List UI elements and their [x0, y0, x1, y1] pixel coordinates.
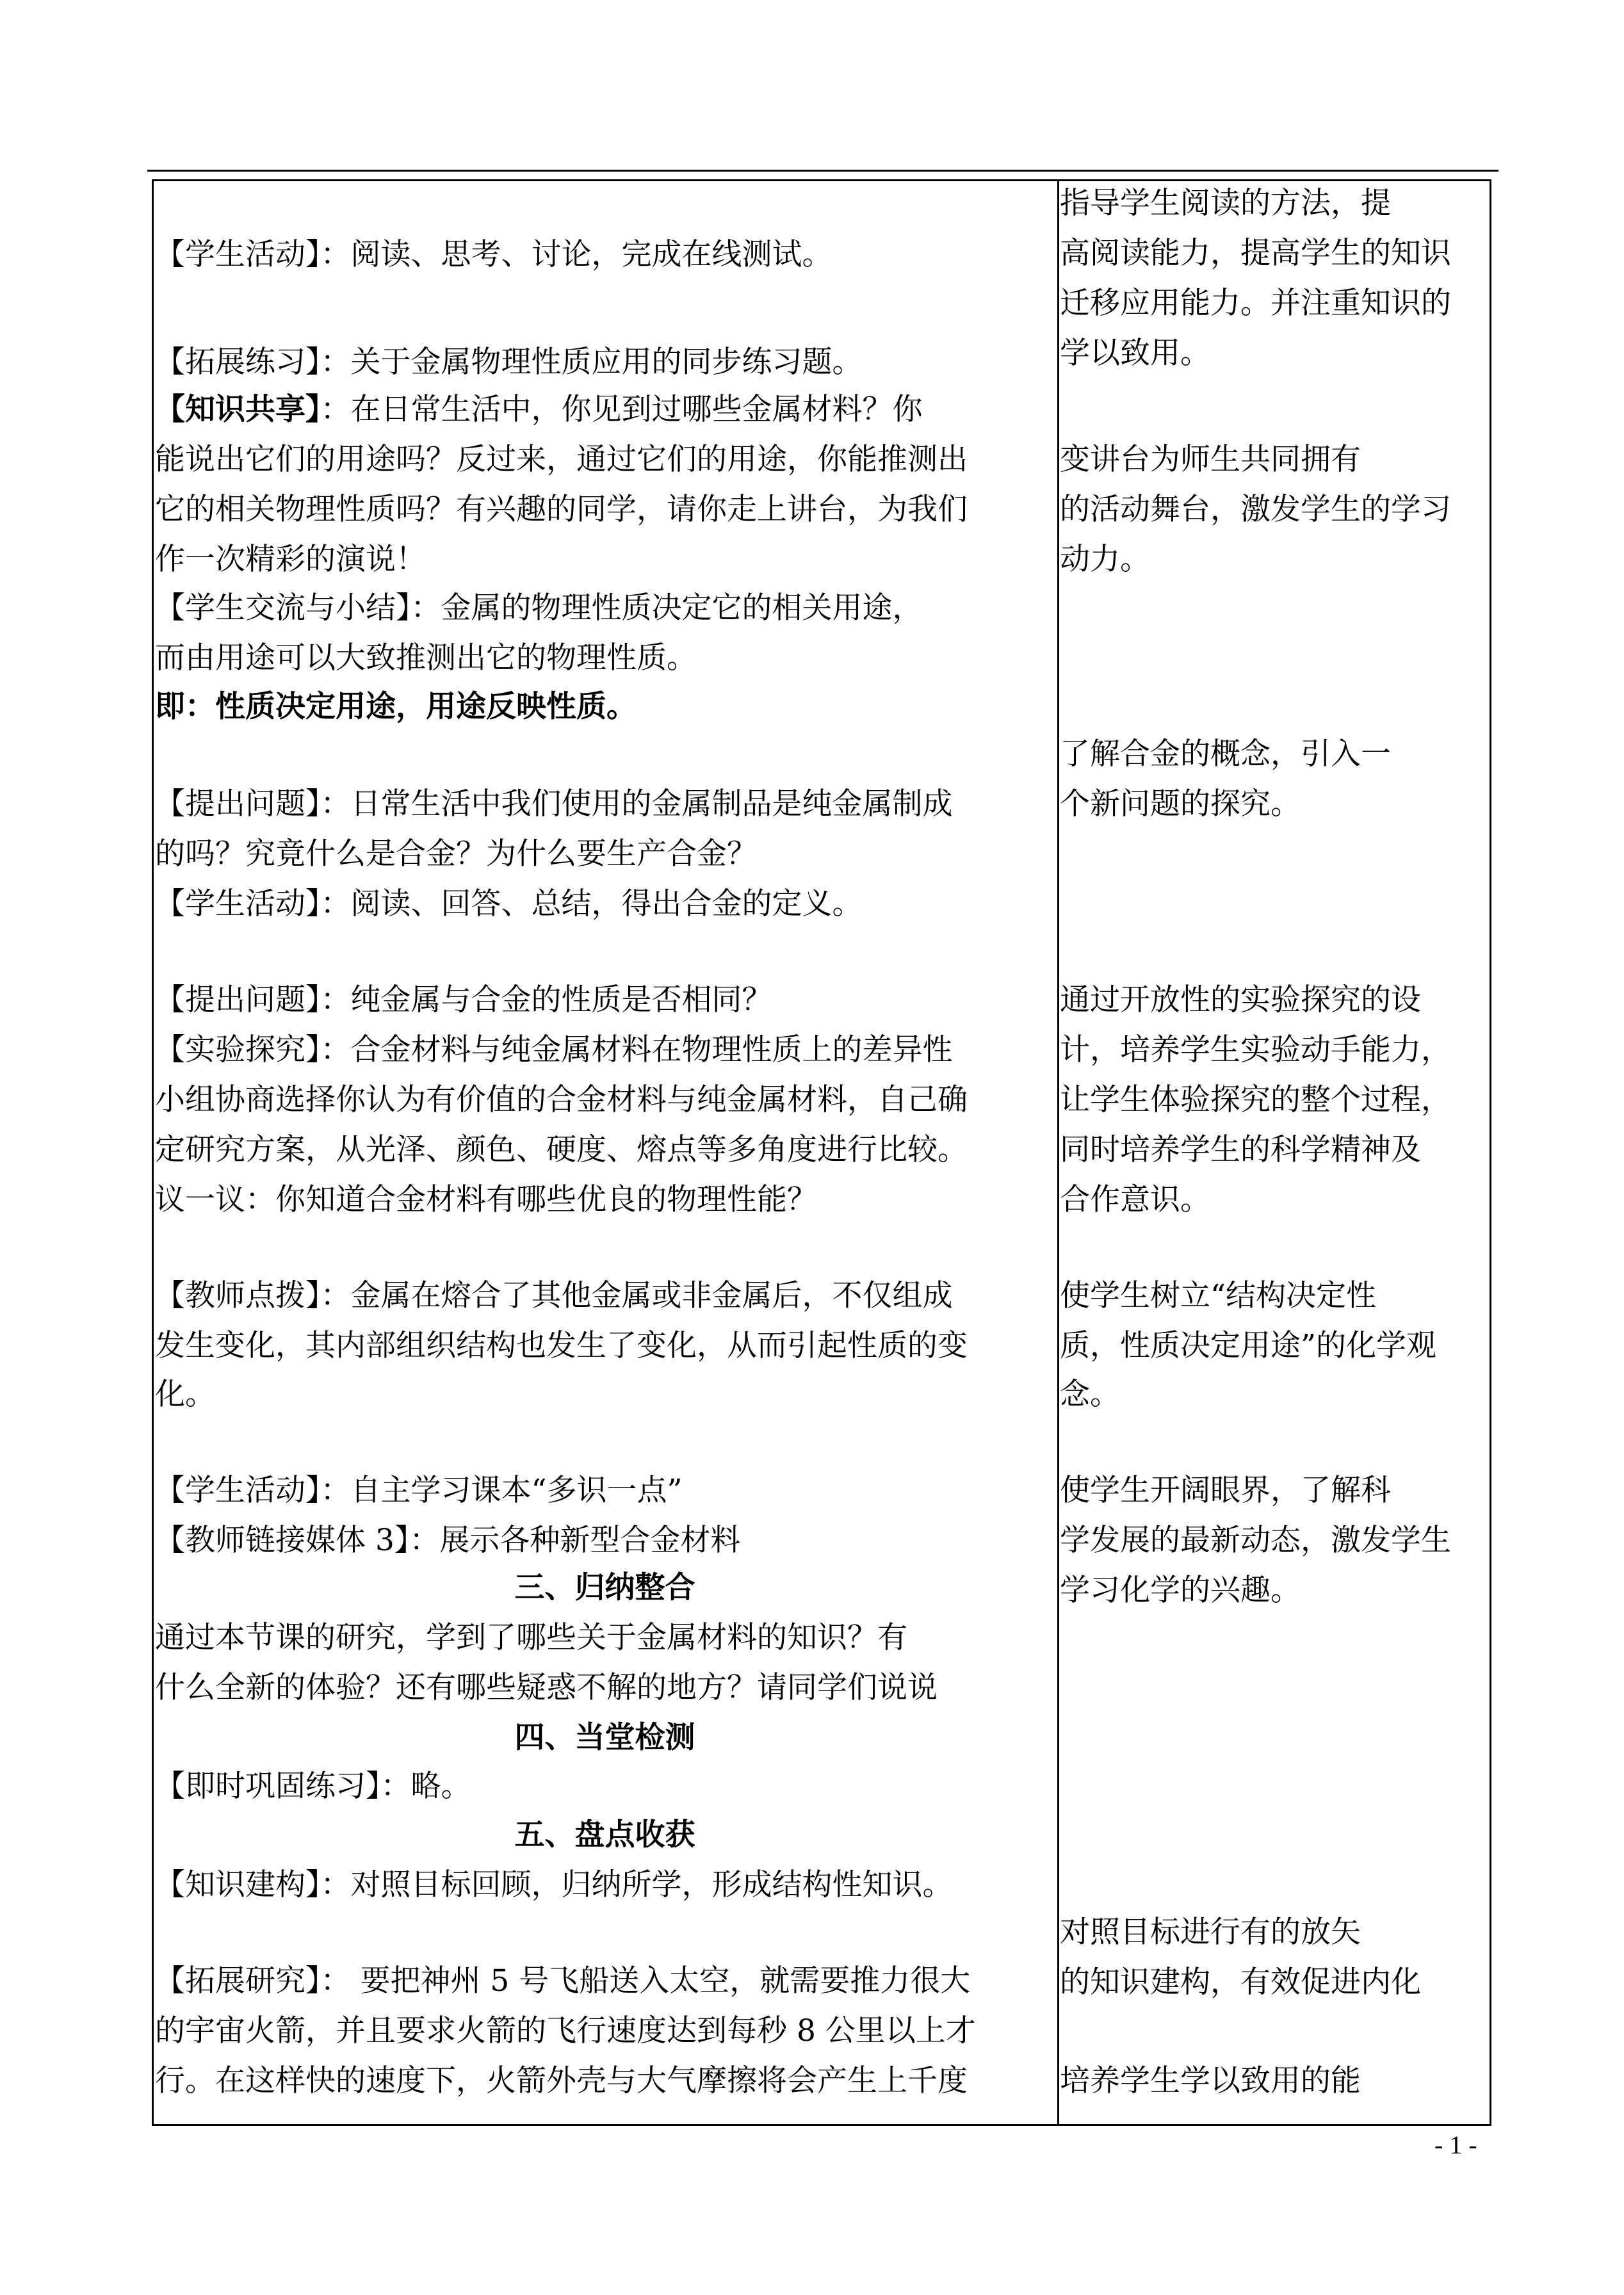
process-text-line: 三、归纳整合: [514, 1570, 695, 1605]
process-text-line: 【拓展研究】： 要把神州 5 号飞船送入太空，就需要推力很大: [155, 1963, 971, 1999]
process-text-line: 【教师链接媒体 3】：展示各种新型合金材料: [155, 1523, 741, 1558]
intent-text-line: 迁移应用能力。并注重知识的: [1060, 286, 1451, 321]
process-text-line: 【教师点拨】：金属在熔合了其他金属或非金属后，不仅组成: [155, 1278, 953, 1313]
intent-text-line: 对照目标进行有的放矢: [1060, 1915, 1361, 1950]
process-text-line: 定研究方案，从光泽、颜色、硬度、熔点等多角度进行比较。: [155, 1132, 968, 1167]
intent-text-line: 计，培养学生实验动手能力，: [1060, 1032, 1451, 1067]
intent-text-line: 变讲台为师生共同拥有: [1060, 442, 1361, 477]
intent-text-line: 让学生体验探究的整个过程，: [1060, 1082, 1451, 1117]
process-text-line: 的宇宙火箭，并且要求火箭的飞行速度达到每秒 8 公里以上才: [155, 2013, 976, 2048]
process-text-line: 【提出问题】：日常生活中我们使用的金属制品是纯金属制成: [155, 786, 953, 822]
process-text-line: 【实验探究】：合金材料与纯金属材料在物理性质上的差异性: [155, 1032, 953, 1067]
section-body: ：在日常生活中，你见到过哪些金属材料？你: [320, 392, 923, 427]
intent-text-line: 高阅读能力，提高学生的知识: [1060, 236, 1451, 271]
intent-text-line: 通过开放性的实验探究的设: [1060, 982, 1421, 1018]
page-number: - 1 -: [1434, 2130, 1477, 2159]
process-text-line: 【拓展练习】：关于金属物理性质应用的同步练习题。: [155, 345, 863, 380]
intent-text-line: 个新问题的探究。: [1060, 786, 1301, 822]
process-text-line: 小组协商选择你认为有价值的合金材料与纯金属材料，自己确: [155, 1082, 968, 1117]
intent-text-line: 指导学生阅读的方法，提: [1060, 186, 1391, 221]
process-text-line: 通过本节课的研究，学到了哪些关于金属材料的知识？有: [155, 1620, 907, 1655]
intent-text-line: 培养学生学以致用的能: [1060, 2063, 1361, 2098]
process-text-line: 【即时巩固练习】：略。: [155, 1769, 471, 1804]
intent-text-line: 使学生树立“结构决定性: [1060, 1278, 1377, 1313]
header-rule: [147, 170, 1498, 172]
intent-text-line: 同时培养学生的科学精神及: [1060, 1132, 1421, 1167]
process-text-line: 而由用途可以大致推测出它的物理性质。: [155, 640, 697, 676]
process-text-line: 能说出它们的用途吗？反过来，通过它们的用途，你能推测出: [155, 442, 968, 477]
process-text-line: 【学生交流与小结】：金属的物理性质决定它的相关用途，: [155, 590, 923, 626]
intent-text-line: 的知识建构，有效促进内化: [1060, 1965, 1421, 2000]
process-text-line: 作一次精彩的演说！: [155, 542, 426, 577]
section-label: 【知识共享】: [155, 392, 321, 427]
process-text-line: 【学生活动】：自主学习课本“多识一点”: [155, 1473, 683, 1508]
process-text-line: 【学生活动】：阅读、思考、讨论，完成在线测试。: [155, 237, 832, 272]
process-text-line: 发生变化，其内部组织结构也发生了变化，从而引起性质的变: [155, 1328, 968, 1363]
process-text-line: 【知识建构】：对照目标回顾，归纳所学，形成结构性知识。: [155, 1867, 953, 1902]
process-text-line: 【学生活动】：阅读、回答、总结，得出合金的定义。: [155, 886, 863, 921]
intent-text-line: 动力。: [1060, 542, 1150, 577]
intent-text-line: 学习化学的兴趣。: [1060, 1573, 1301, 1608]
process-text-line: 它的相关物理性质吗？有兴趣的同学，请你走上讲台，为我们: [155, 492, 968, 527]
process-text-line: 议一议：你知道合金材料有哪些优良的物理性能？: [155, 1182, 817, 1217]
process-text-line: 五、盘点收获: [514, 1817, 695, 1853]
process-text-line: 的吗？究竟什么是合金？为什么要生产合金？: [155, 836, 757, 872]
intent-text-line: 质，性质决定用途”的化学观: [1060, 1328, 1437, 1363]
process-text-line: 化。: [155, 1377, 215, 1412]
process-text-line: 【提出问题】：纯金属与合金的性质是否相同？: [155, 982, 772, 1018]
intent-text-line: 了解合金的概念，引入一: [1060, 736, 1391, 772]
process-text-line: 行。在这样快的速度下，火箭外壳与大气摩擦将会产生上千度: [155, 2063, 968, 2098]
process-text-line: 四、当堂检测: [514, 1720, 695, 1755]
intent-text-line: 使学生开阔眼界，了解科: [1060, 1473, 1391, 1508]
process-text-line: 即：性质决定用途，用途反映性质。: [155, 689, 637, 724]
process-text-line: [155, 392, 923, 428]
process-text-line: 什么全新的体验？还有哪些疑惑不解的地方？请同学们说说: [155, 1670, 938, 1705]
intent-text-line: 的活动舞台，激发学生的学习: [1060, 492, 1451, 527]
column-divider: [1057, 179, 1059, 2126]
intent-text-line: 学以致用。: [1060, 336, 1210, 371]
intent-text-line: 学发展的最新动态，激发学生: [1060, 1523, 1451, 1558]
intent-text-line: 念。: [1060, 1377, 1120, 1412]
intent-text-line: 合作意识。: [1060, 1182, 1210, 1217]
